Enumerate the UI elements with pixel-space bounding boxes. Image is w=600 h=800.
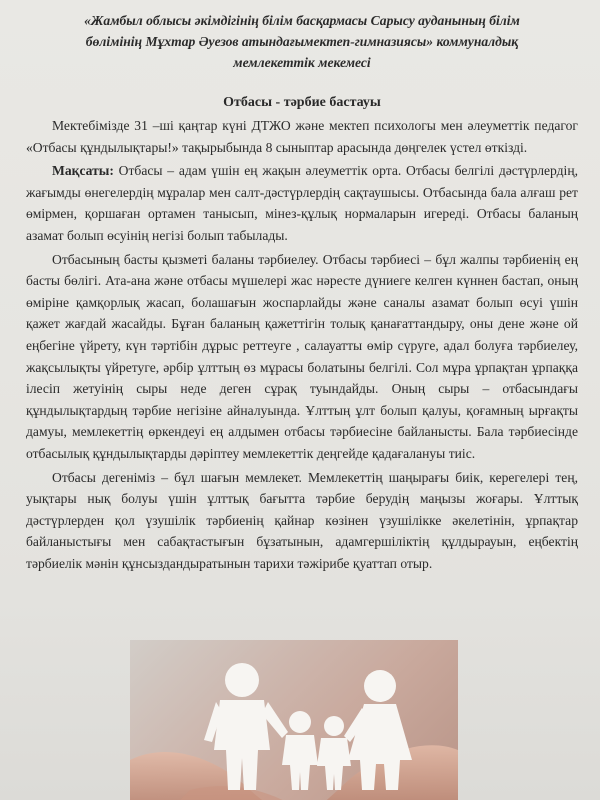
family-role-paragraph: Отбасының басты қызметі баланы тәрбиелеу. Отбасы тәрбиесі – бұл жалпы тәрбиенің ең басты бөлігі. Ата-ана және отбасы мүшелері жас нәресте дүниеге келген күннен бастап, оның өміріне қамқорлық жасап, болашағын жоспарлайды және саналы азамат болып өсуі үшін қажет жағдай жасайды. Бұған баланың қажеттігін толық қанағаттандыру, оны дене және ой еңбегіне үйрету, күн тәртібін дұрыс реттеуге , салауатты өмір сүруге, адал болуға тәрбиелеу, жақсылықты үйретуге, әрбір ұлттың өз мұрасы болатыны белгілі. Сол мұра ұрпақтан ұрпаққа ілесіп жетуінің сыры неде деген сұрақ туындайды. Оның сыры – отбасындағы құндылықтардың тәрбие негізіне айналуында. Ұлттың ұлт болып қалуы, қоғамның ырғақты дамуы, мемлекеттің өркендеуі ең алдымен отбасы тәрбиесіне байланысты. Бала тәрбиесінде отбасылық құндылықтарды дәріптеу мемлекеттік деңгейде қадағалануы тиіс. bbox=[26, 251, 578, 461]
family-photo bbox=[130, 640, 458, 800]
school-header bbox=[26, 10, 578, 73]
child-figure-1 bbox=[282, 711, 318, 790]
goal-text: Отбасы – адам үшін ең жақын әлеуметтік орта. Отбасы белгілі дәстүрлердің, жағымды өнегелердің мұралар мен салт-дәстүрлердің сақтаушысы. Отбасында бала алғаш рет өмірмен, қоршаған ортамен танысып, мінез-құлық нормаларын игереді. Отбасы баланың азамат болып өсуінің негізі болып табылады. bbox=[26, 163, 578, 243]
header-line-3: мемлекеттік мекемесі bbox=[233, 55, 371, 70]
child-figure-2 bbox=[317, 716, 351, 790]
article-title: Отбасы - тәрбие бастауы bbox=[223, 95, 381, 110]
family-cutout-icon bbox=[130, 640, 458, 800]
header-line-1: «Жамбыл облысы әкімдігінің білім басқармасы Сарысу ауданының білім bbox=[84, 13, 520, 28]
goal-label: Мақсаты: bbox=[52, 163, 114, 179]
family-state-paragraph: Отбасы дегеніміз – бұл шағын мемлекет. Мемлекеттің шаңырағы биік, керегелері тең, уықтары нық болуы үшін ұлттық бағытта тәрбие берудің маңызы жоғары. Ұлттық дәстүрлерден қол үзушілік тәрбиенің қайнар көзінен үзушілікке әкелетінін, ұрпақтар байланыстығы мен сабақтастығын бұзатынын, адамгершіліктің құлдырауын, еңбектің тәрбиелік мәнін құнсыздандыратынын тарихи тәжірибе қуаттап отыр. bbox=[26, 469, 578, 571]
header-line-2: бөлімінің Мұхтар Әуезов атындағымектеп-гимназиясы» коммуналдық bbox=[85, 34, 519, 49]
goal-paragraph bbox=[26, 160, 578, 246]
intro-paragraph: Мектебімізде 31 –ші қаңтар күні ДТЖО және мектеп психологы мен әлеуметтік педагог «Отбасы құндылықтары!» тақырыбында 8 сыныптар арасында дөңгелек үстел өткізді. bbox=[26, 118, 578, 155]
